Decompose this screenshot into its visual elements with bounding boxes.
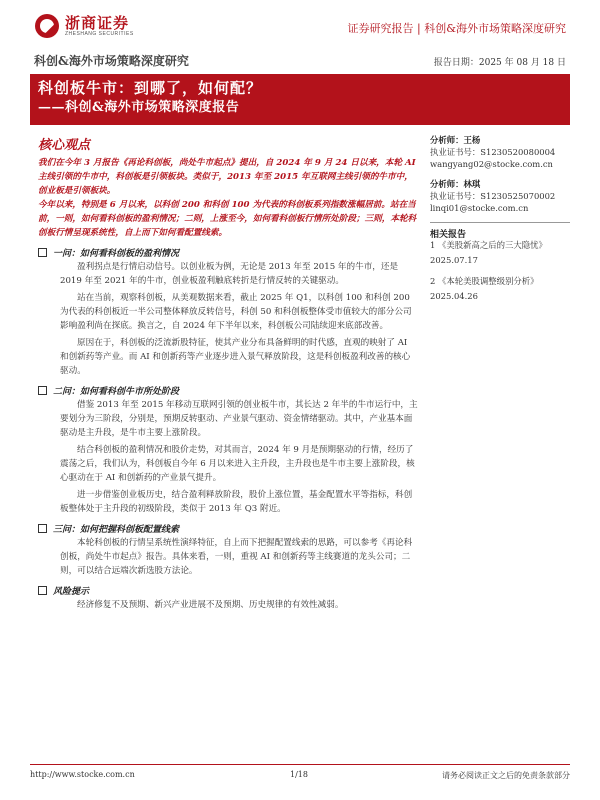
- checkbox-icon: [38, 586, 47, 595]
- top-bar: [0, 0, 600, 50]
- analyst-license: 执业证书号：S1230520080004: [430, 147, 556, 157]
- related-report-date: 2025.07.17: [430, 255, 478, 265]
- company-logo: [35, 14, 134, 38]
- analyst-name: 分析师：林琪: [430, 179, 481, 189]
- section-heading: [38, 245, 418, 260]
- body-paragraph: 盈利拐点是行情启动信号。以创业板为例，无论是 2013 年至 2015 年的牛市，还是 2019 年至 2021 年的牛市，创业板盈利触底转折是行情反转的关键驱动。: [60, 262, 399, 286]
- body-paragraph: 站在当前，观察科创板，从美观数据来看，截止 2025 年 Q1，以科创 100 和科创 200 为代表的科创板近一半公司整体释放反转信号，科创 50 和科创板整体受市值较大的部分公司影响盈利尚在探底。换言之，自 2024 年下半年以来，科创板公司陆续迎来底部改善。: [60, 293, 412, 331]
- report-title: 科创板牛市：到哪了，如何配？: [38, 79, 263, 97]
- footer-disclaimer: 请务必阅读正文之后的免责条款部分: [442, 771, 570, 780]
- body-paragraph: 经济修复不及预期、新兴产业进展不及预期、历史规律的有效性减弱。: [77, 600, 344, 610]
- logo-en: ZHESHANG SECURITIES: [65, 30, 134, 37]
- section-heading: [38, 521, 418, 536]
- analyst-block: [430, 134, 570, 170]
- related-reports-heading: 相关报告: [430, 222, 570, 239]
- section-title: 二问：如何看科创牛市所处阶段: [53, 387, 180, 397]
- analyst-email[interactable]: wangyang02@stocke.com.cn: [430, 159, 553, 169]
- sidebar: [430, 134, 570, 311]
- intro-paragraph: 我们在今年 3 月报告《再论科创板，尚处牛市起点》提出，自 2024 年 9 月 24 日以来，本轮 AI 主线引领的牛市中，科创板是引领板块。类似于，2013 年至 2015 年互联网主线引领的牛市中，创业板是引领板块。: [38, 158, 416, 196]
- series-title: 科创&海外市场策略深度研究: [34, 54, 189, 68]
- analyst-email[interactable]: linqi01@stocke.com.cn: [430, 203, 529, 213]
- page-number: 1/18: [290, 770, 308, 779]
- logo-icon: [35, 14, 59, 38]
- core-heading: 核心观点: [38, 138, 91, 153]
- report-subtitle: ——科创&海外市场策略深度报告: [38, 100, 240, 115]
- footer-url[interactable]: http://www.stocke.com.cn: [30, 770, 135, 779]
- core-intro: [38, 156, 418, 240]
- report-date: 报告日期：2025 年 08 月 18 日: [433, 58, 566, 68]
- footer: [30, 770, 570, 784]
- analyst-block: [430, 178, 570, 214]
- logo-cn: 浙商证券: [65, 13, 130, 32]
- section-heading: [38, 383, 418, 398]
- related-report-date: 2025.04.26: [430, 291, 478, 301]
- checkbox-icon: [38, 524, 47, 533]
- section-heading: [38, 583, 418, 598]
- related-report-link[interactable]: 2 《本轮美股调整级别分析》: [430, 276, 539, 286]
- footer-divider: [30, 764, 570, 765]
- body-paragraph: 本轮科创板的行情呈系统性演绎特征，自上而下把握配置线索的思路，可以参考《再论科创板，尚处牛市起点》报告。具体来看，一则，重视 AI 和创新药等主线赛道的龙头公司；二则，可以结合远端次新选股方法论。: [60, 538, 413, 576]
- logo-text: [65, 15, 134, 38]
- main-column: [38, 134, 418, 615]
- related-report-link[interactable]: 1 《美股新高之后的三大隐忧》: [430, 240, 547, 250]
- body-paragraph: 借鉴 2013 年至 2015 年移动互联网引领的创业板牛市，其长达 2 年半的牛市运行中，主要划分为三阶段，分别是，预期反转驱动、产业景气驱动、资金情绪驱动。其中，产业基本面驱动是主升段，是牛市主要上涨阶段。: [60, 400, 418, 438]
- body-paragraph: 结合科创板的盈利情况和股价走势，对其而言，2024 年 9 月是预期驱动的行情，经历了震荡之后，我们认为，科创板自今年 6 月以来进入主升段，主升段也是牛市主要上涨阶段，核心驱动在于 AI 和创新药的产业景气提升。: [60, 445, 415, 483]
- analyst-name: 分析师：王杨: [430, 135, 481, 145]
- header-report-type: 证券研究报告 | 科创&海外市场策略深度研究: [347, 22, 566, 35]
- intro-paragraph: 今年以来，特别是 6 月以来，以科创 200 和科创 100 为代表的科创板系列指数涨幅居前。站在当前，一则，如何看科创板的盈利情况；二则，上涨至今，如何看科创板行情所处阶段；三则，本轮科创板行情呈现系统性，自上而下如何看配置线索。: [38, 200, 417, 238]
- body-paragraph: 进一步借鉴创业板历史，结合盈利释放阶段，股价上涨位置，基金配置水平等指标，科创板整体处于主升段的初级阶段，类似于 2013 年 Q3 附近。: [60, 490, 413, 514]
- title-band: [30, 74, 570, 125]
- section-title: 三问：如何把握科创板配置线索: [53, 525, 180, 535]
- series-row: [0, 52, 600, 76]
- body-paragraph: 原因在于，科创板的泛流新股特征，使其产业分布具备鲜明的时代感，直观的映射了 AI 和创新药等产业。而 AI 和创新药等产业逐步进入景气释放阶段，这是科创板盈利改善的核心驱动。: [60, 338, 411, 376]
- analyst-license: 执业证书号：S1230525070002: [430, 191, 556, 201]
- section-title: 一问：如何看科创板的盈利情况: [53, 249, 180, 259]
- section-title: 风险提示: [53, 587, 90, 597]
- checkbox-icon: [38, 386, 47, 395]
- checkbox-icon: [38, 248, 47, 257]
